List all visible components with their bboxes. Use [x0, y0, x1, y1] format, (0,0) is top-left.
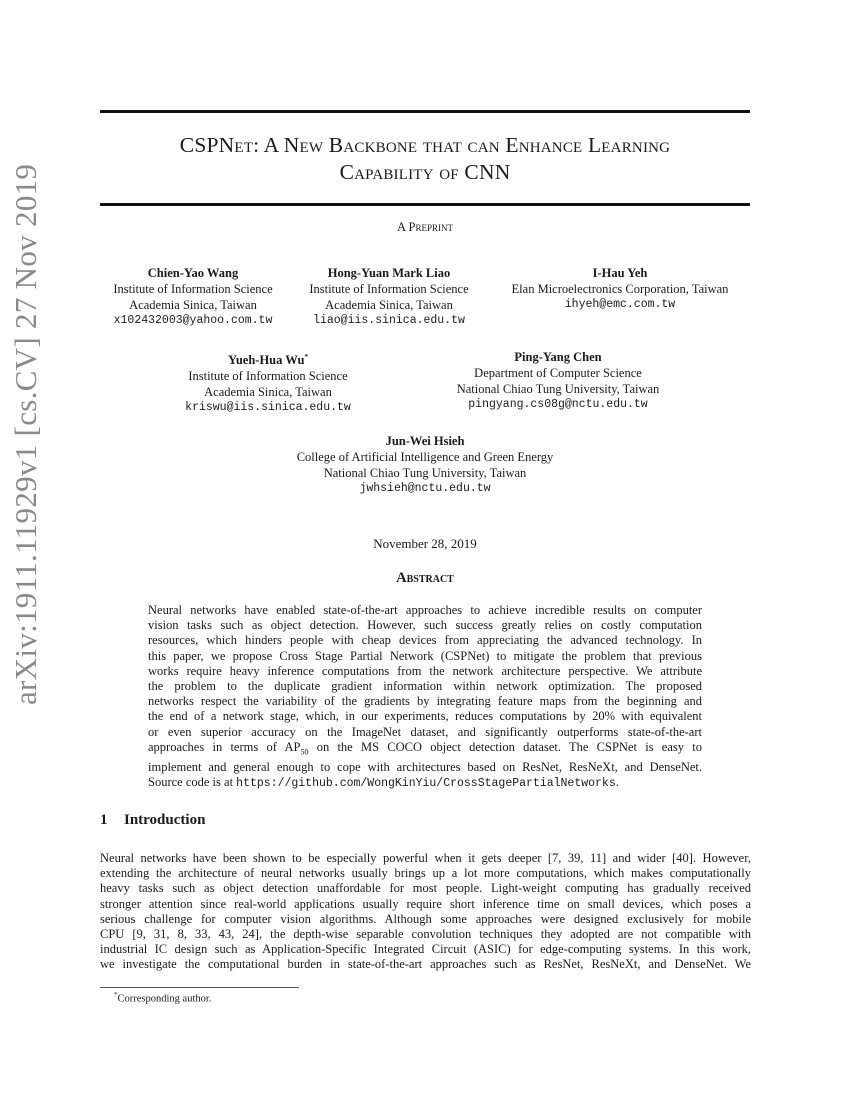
title-rule-bottom — [100, 203, 750, 206]
author-email[interactable]: kriswu@iis.sinica.edu.tw — [185, 401, 351, 415]
footnote-marker: * — [114, 991, 118, 999]
author-email[interactable]: jwhsieh@nctu.edu.tw — [359, 482, 491, 495]
author-affiliation: Institute of Information Science — [113, 282, 273, 296]
author-affiliation: College of Artificial Intelligence and Green Energy — [296, 450, 554, 464]
intro-line: industrial IC design such as Application-Specific Integrated Circuit (ASIC) for edge-computing systems. In this work, — [100, 942, 751, 957]
source-code-link[interactable]: https://github.com/WongKinYiu/CrossStagePartialNetworks — [236, 776, 616, 790]
arxiv-identifier: arXiv:1911.11929v1 [cs.CV] 27 Nov 2019 — [8, 163, 43, 705]
author-email[interactable]: pingyang.cs08g@nctu.edu.tw — [468, 398, 648, 411]
author-affiliation: Elan Microelectronics Corporation, Taiwan — [511, 282, 729, 296]
author-block — [103, 265, 283, 329]
abstract-line: vision tasks such as object detection. However, such success greatly relies on costly computation — [148, 618, 702, 633]
author-email[interactable]: x102432003@yahoo.com.tw — [113, 314, 273, 327]
author-affiliation: National Chiao Tung University, Taiwan — [323, 466, 527, 480]
footnote — [114, 991, 211, 1005]
corresponding-marker: * — [304, 353, 309, 361]
author-block — [495, 265, 745, 313]
abstract-line: or even superior accuracy on the ImageNet dataset, and significantly outperforms state-of-the-art — [148, 724, 702, 739]
author-block — [275, 433, 575, 497]
intro-line: we investigate the computational burden in state-of-the-art approaches such as ResNet, ResNeXt, and DenseNet. We — [100, 957, 751, 972]
author-email[interactable]: ihyeh@emc.com.tw — [564, 298, 676, 311]
abstract-heading: Abstract — [396, 570, 454, 586]
abstract-line: the end of a network stage, which, in our experiments, reduces computations by 20% with equivalent — [148, 709, 702, 724]
title-rule-top — [100, 110, 750, 113]
author-name: Ping-Yang Chen — [514, 350, 602, 364]
title-line-2: Capability of CNN — [339, 160, 511, 184]
introduction-body — [100, 851, 751, 973]
author-block — [172, 349, 364, 416]
abstract-line: the problem to the duplicate gradient information within network optimization. The proposed — [148, 679, 702, 694]
abstract-line: approaches in terms of $AP_{50}$ on the MS COCO object detection dataset. The CSPNet is easy to — [148, 739, 702, 757]
abstract-line: networks respect the variability of the gradients by integrating feature maps from the beginning and — [148, 694, 702, 709]
author-name: Yueh-Hua Wu* — [227, 353, 309, 368]
paper-title — [100, 132, 750, 186]
section-number: 1 — [100, 812, 108, 828]
author-block — [300, 265, 478, 329]
intro-line: extending the architecture of neural networks usually brings up a lot more computations, which makes computationally — [100, 866, 751, 881]
intro-line: stronger attention since real-world applications usually require short inference time on small devices, which poses a — [100, 896, 751, 911]
author-affiliation: Institute of Information Science — [188, 369, 348, 384]
abstract-line: Neural networks have enabled state-of-the-art approaches to achieve incredible results on computer — [148, 603, 702, 617]
abstract-line: resources, which hinders people with cheap devices from appreciating the advanced technology. In — [148, 633, 702, 648]
preprint-label: A Preprint — [397, 220, 453, 234]
author-name: Hong-Yuan Mark Liao — [327, 266, 451, 280]
author-email[interactable]: liao@iis.sinica.edu.tw — [313, 314, 465, 327]
abstract-line: works require heavy inference computations from the network architecture perspective. We attribute — [148, 663, 702, 678]
footnote-text: Corresponding author. — [117, 993, 212, 1005]
author-name: I-Hau Yeh — [592, 266, 648, 280]
abstract-body — [148, 603, 702, 791]
intro-line: Neural networks have been shown to be especially powerful when it gets deeper [7, 39, 11] and wider [40]. However, — [100, 851, 751, 865]
intro-line: CPU [9, 31, 8, 33, 43, 24], the depth-wise separable convolution techniques they adopted are not compatible with — [100, 927, 751, 942]
title-line-1: CSPNet: A New Backbone that can Enhance Learning — [179, 133, 671, 157]
author-affiliation: Department of Computer Science — [474, 366, 642, 380]
author-name: Chien-Yao Wang — [147, 266, 239, 280]
intro-line: heavy tasks such as object detection unaffordable for most people. Light-weight computing has gradually received — [100, 881, 751, 896]
publication-date: November 28, 2019 — [373, 536, 477, 551]
author-affiliation: Academia Sinica, Taiwan — [129, 298, 257, 312]
abstract-line: this paper, we propose Cross Stage Partial Network (CSPNet) to mitigate the problem that previous — [148, 648, 702, 663]
abstract-line: Source code is at https://github.com/WongKinYiu/CrossStagePartialNetworks. — [148, 774, 619, 790]
author-affiliation: National Chiao Tung University, Taiwan — [456, 382, 660, 396]
author-affiliation: Academia Sinica, Taiwan — [325, 298, 453, 312]
intro-line: serious challenge for computer vision algorithms. Although some approaches were designed exclusively for mobile — [100, 911, 751, 926]
footnote-rule — [100, 987, 299, 988]
section-heading — [100, 812, 205, 829]
author-affiliation: Academia Sinica, Taiwan — [204, 385, 332, 400]
author-block — [440, 349, 676, 413]
abstract-line: implement and general enough to cope with architectures based on ResNet, ResNeXt, and DenseNet. — [148, 759, 702, 774]
author-affiliation: Institute of Information Science — [309, 282, 469, 296]
section-title: Introduction — [124, 812, 206, 828]
author-name: Jun-Wei Hsieh — [385, 434, 465, 448]
